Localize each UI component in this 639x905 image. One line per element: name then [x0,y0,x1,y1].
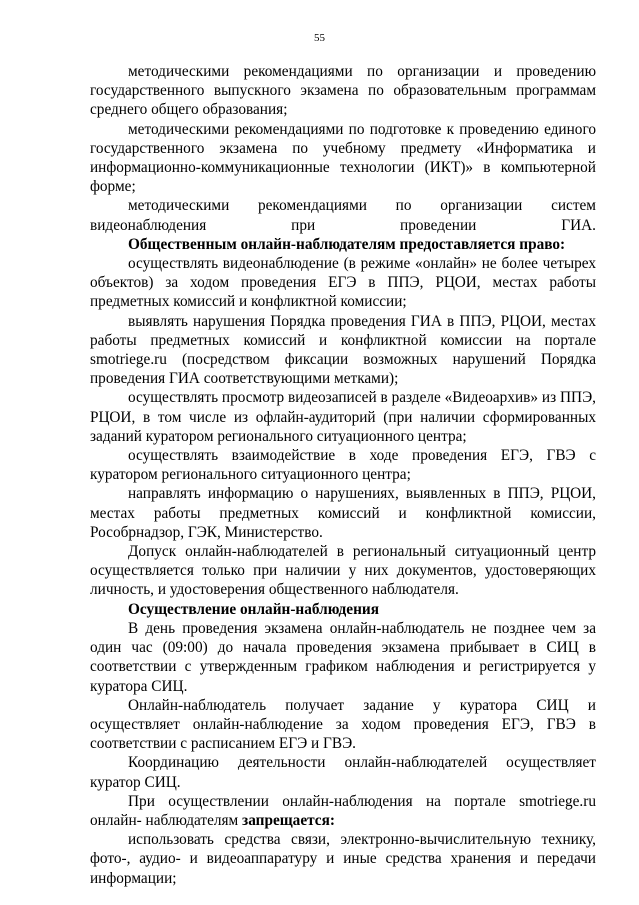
paragraph [90,388,596,446]
paragraph-text: выявлять нарушения Порядка проведения ГИА в ППЭ, РЦОИ, местах работы предметных комиссий и конфликтной комиссии на портале smotriege.ru (посредством фиксации возможных нарушений Порядка проведения ГИА соответствующими метками); [90,312,596,388]
paragraph-text: осуществлять видеонаблюдение (в режиме «онлайн» не более четырех объектов) за ходом проведения ЕГЭ в ППЭ, РЦОИ, местах работы предметных комиссий и конфликтной комиссии; [90,255,596,311]
paragraph [90,446,596,484]
paragraph-text: Онлайн-наблюдатель получает задание у куратора СИЦ и осуществляет онлайн-наблюдение за ходом проведения ЕГЭ, ГВЭ в соответствии с расписанием ЕГЭ и ГВЭ. [90,696,596,753]
paragraph-text: Допуск онлайн-наблюдателей в региональный ситуационный центр осуществляется только при наличии у них документов, удостоверяющих личность, и удостоверения общественного наблюдателя. [90,543,596,599]
paragraph [90,484,596,542]
paragraph-text: осуществлять взаимодействие в ходе проведения ЕГЭ, ГВЭ с куратором регионального ситуационного центра; [90,447,596,484]
page-number: 55 [314,32,325,44]
paragraph [90,696,596,754]
paragraph-text: методическими рекомендациями по организации систем видеонаблюдения при проведении ГИА. [90,197,596,234]
paragraph-text: направлять информацию о нарушениях, выявленных в ППЭ, РЦОИ, местах работы предметных комиссий и конфликтной комиссии, Рособрнадзор, ГЭК, Министерство. [90,485,596,541]
bold-text: Осуществление онлайн-наблюдения [128,600,379,618]
bold-text: Общественным онлайн-наблюдателям предоставляется право: [128,235,566,253]
paragraph [90,792,596,830]
paragraph-text: методическими рекомендациями по организации и проведению государственного выпускного экзамена по образовательным программам среднего общего образования; [90,63,596,119]
paragraph [90,62,596,120]
paragraph-text: использовать средства связи, электронно-вычислительную технику, фото-, аудио- и видеоаппаратуру и иные средства хранения и передачи информации; [90,831,596,887]
paragraph [90,619,596,696]
paragraph-text: осуществлять просмотр видеозаписей в разделе «Видеоархив» из ППЭ, РЦОИ, в том числе из офлайн-аудиторий (при наличии сформированных заданий куратором регионального ситуационного центра; [90,389,596,445]
paragraph-text: Координацию деятельности онлайн-наблюдателей осуществляет куратор СИЦ. [90,754,596,791]
paragraph [90,542,596,600]
bold-text: запрещается: [242,811,335,829]
paragraph [90,120,596,197]
paragraph-text: В день проведения экзамена онлайн-наблюдатель не позднее чем за один час (09:00) до начала проведения экзамена прибывает в СИЦ в соответствии с утвержденным графиком наблюдения и регистрируется у куратора СИЦ. [90,619,596,695]
paragraph [90,254,596,312]
paragraph [90,196,596,234]
paragraph [90,753,596,791]
paragraph [90,600,596,619]
paragraph [90,235,596,254]
document-body [90,62,596,888]
paragraph [90,830,596,888]
paragraph [90,312,596,389]
paragraph-text: При осуществлении онлайн-наблюдения на портале smotriege.ru онлайн- наблюдателям [90,792,596,829]
paragraph-text: методическими рекомендациями по подготовке к проведению единого государственного экзамена по учебному предмету «Информатика и информационно-коммуникационные технологии (ИКТ)» в компьютерной форме; [90,120,596,196]
